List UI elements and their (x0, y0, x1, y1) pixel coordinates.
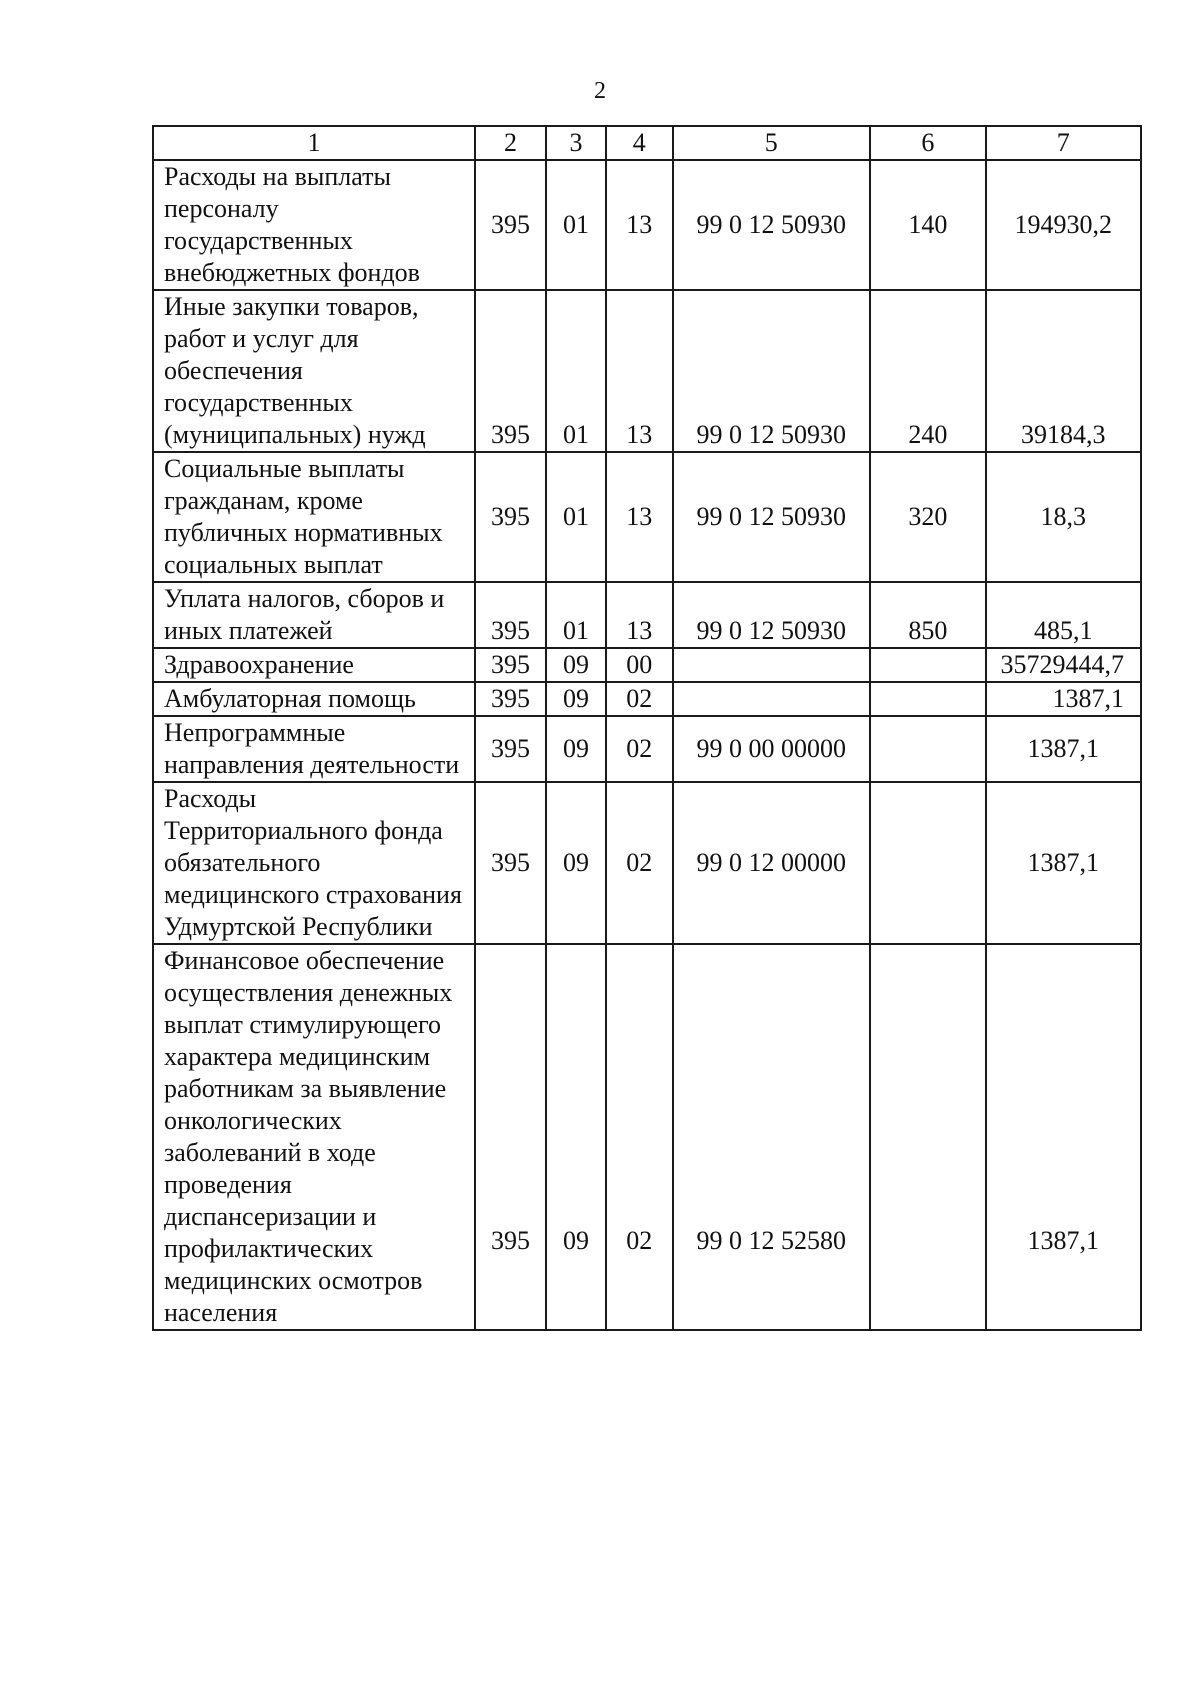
column-header-5: 5 (673, 126, 871, 160)
table-row (153, 452, 1141, 582)
row-name: Уплата налогов, сборов и иных платежей (153, 582, 475, 648)
table-header-row (153, 126, 1141, 160)
row-csr: 99 0 12 00000 (673, 782, 871, 944)
row-ved: 395 (475, 944, 546, 1330)
row-rz: 09 (546, 648, 606, 682)
table-row (153, 582, 1141, 648)
row-sum: 1387,1 (986, 782, 1141, 944)
row-vr: 850 (870, 582, 985, 648)
row-sum: 1387,1 (986, 682, 1141, 716)
row-pr: 13 (606, 160, 673, 290)
row-vr (870, 782, 985, 944)
row-ved: 395 (475, 290, 546, 452)
row-csr: 99 0 12 50930 (673, 290, 871, 452)
row-sum: 35729444,7 (986, 648, 1141, 682)
row-name: Финансовое обеспечение осуществления денежных выплат стимулирующего характера медицинским работникам за выявление онкологических заболеваний в ходе проведения диспансеризации и профилактических медицинских осмотров населения (153, 944, 475, 1330)
row-rz: 01 (546, 160, 606, 290)
row-name: Иные закупки товаров, работ и услуг для обеспечения государственных (муниципальных) нужд (153, 290, 475, 452)
row-pr: 02 (606, 782, 673, 944)
row-pr: 02 (606, 716, 673, 782)
column-header-1: 1 (153, 126, 475, 160)
table-row (153, 160, 1141, 290)
row-pr: 13 (606, 582, 673, 648)
row-name: Расходы Территориального фонда обязательного медицинского страхования Удмуртской Республики (153, 782, 475, 944)
row-vr (870, 682, 985, 716)
row-rz: 09 (546, 782, 606, 944)
table-row (153, 648, 1141, 682)
table-row (153, 944, 1141, 1330)
table-row (153, 290, 1141, 452)
table-row (153, 682, 1141, 716)
row-sum: 485,1 (986, 582, 1141, 648)
row-rz: 01 (546, 582, 606, 648)
row-vr: 240 (870, 290, 985, 452)
column-header-6: 6 (870, 126, 985, 160)
row-name: Амбулаторная помощь (153, 682, 475, 716)
table-row (153, 782, 1141, 944)
row-sum: 18,3 (986, 452, 1141, 582)
row-sum: 1387,1 (986, 944, 1141, 1330)
row-name: Социальные выплаты гражданам, кроме публичных нормативных социальных выплат (153, 452, 475, 582)
column-header-7: 7 (986, 126, 1141, 160)
row-csr: 99 0 12 50930 (673, 582, 871, 648)
row-csr: 99 0 12 50930 (673, 160, 871, 290)
row-ved: 395 (475, 782, 546, 944)
row-pr: 13 (606, 452, 673, 582)
row-rz: 01 (546, 452, 606, 582)
row-sum: 1387,1 (986, 716, 1141, 782)
row-name: Здравоохранение (153, 648, 475, 682)
row-ved: 395 (475, 716, 546, 782)
row-sum: 194930,2 (986, 160, 1141, 290)
row-ved: 395 (475, 160, 546, 290)
row-rz: 09 (546, 716, 606, 782)
row-ved: 395 (475, 682, 546, 716)
row-vr: 140 (870, 160, 985, 290)
row-name: Расходы на выплаты персоналу государственных внебюджетных фондов (153, 160, 475, 290)
row-ved: 395 (475, 648, 546, 682)
table-row (153, 716, 1141, 782)
row-vr (870, 648, 985, 682)
row-vr (870, 716, 985, 782)
row-rz: 09 (546, 944, 606, 1330)
row-vr: 320 (870, 452, 985, 582)
row-rz: 01 (546, 290, 606, 452)
row-csr: 99 0 00 00000 (673, 716, 871, 782)
row-csr: 99 0 12 52580 (673, 944, 871, 1330)
row-rz: 09 (546, 682, 606, 716)
column-header-4: 4 (606, 126, 673, 160)
row-name: Непрограммные направления деятельности (153, 716, 475, 782)
column-header-3: 3 (546, 126, 606, 160)
budget-table (152, 125, 1142, 1331)
row-csr (673, 648, 871, 682)
row-pr: 00 (606, 648, 673, 682)
row-pr: 13 (606, 290, 673, 452)
row-ved: 395 (475, 582, 546, 648)
row-sum: 39184,3 (986, 290, 1141, 452)
row-ved: 395 (475, 452, 546, 582)
page-number: 2 (594, 78, 606, 104)
row-csr (673, 682, 871, 716)
row-vr (870, 944, 985, 1330)
row-csr: 99 0 12 50930 (673, 452, 871, 582)
row-pr: 02 (606, 944, 673, 1330)
row-pr: 02 (606, 682, 673, 716)
column-header-2: 2 (475, 126, 546, 160)
